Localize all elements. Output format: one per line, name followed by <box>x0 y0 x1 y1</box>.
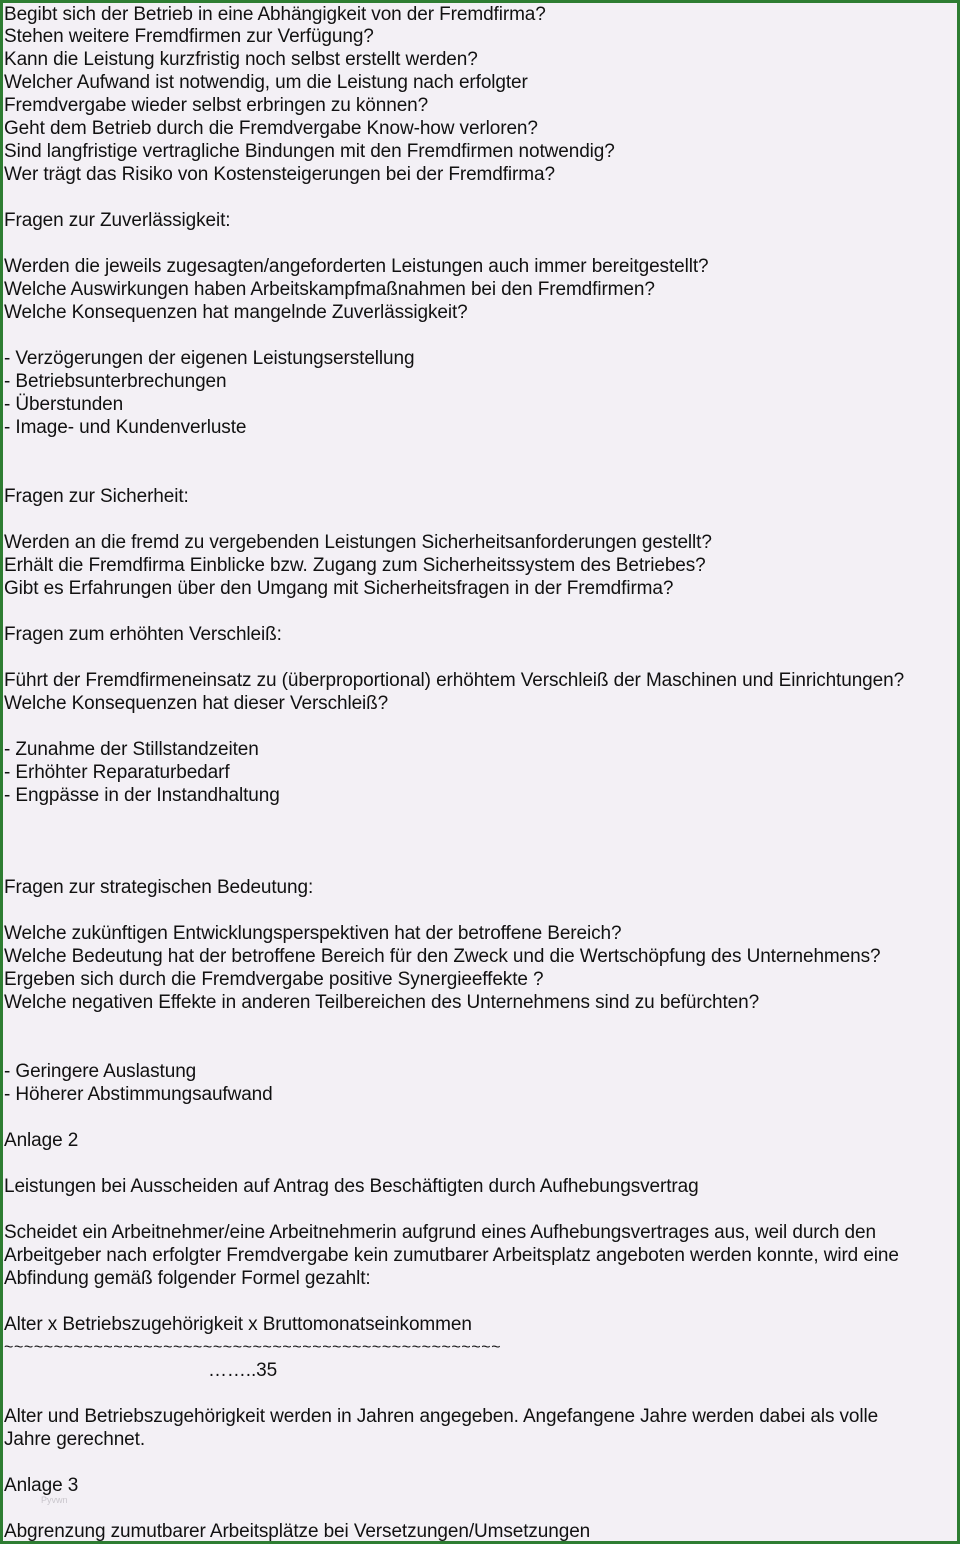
text-line: Fremdvergabe wieder selbst erbringen zu können? <box>4 95 429 116</box>
text-line: Abgrenzung zumutbarer Arbeitsplätze bei Versetzungen/Umsetzungen <box>4 1521 591 1542</box>
list-item: - Erhöhter Reparaturbedarf <box>4 762 230 783</box>
text-line: Jahre gerechnet. <box>4 1429 145 1450</box>
text-line: Scheidet ein Arbeitnehmer/eine Arbeitnehmerin aufgrund eines Aufhebungsvertrages aus, weil durch den <box>4 1222 876 1243</box>
list-item: - Höherer Abstimmungsaufwand <box>4 1084 273 1105</box>
formula-numerator: Alter x Betriebszugehörigkeit x Bruttomonatseinkommen <box>4 1314 472 1335</box>
text-line: Werden an die fremd zu vergebenden Leistungen Sicherheitsanforderungen gestellt? <box>4 532 712 553</box>
formula-divider: ~~~~~~~~~~~~~~~~~~~~~~~~~~~~~~~~~~~~~~~~~~~~~~~~~~ <box>4 1339 502 1356</box>
text-line: Alter und Betriebszugehörigkeit werden in Jahren angegeben. Angefangene Jahre werden dabei als volle <box>4 1406 879 1427</box>
text-line: Welche Konsequenzen hat dieser Verschleiß? <box>4 693 389 714</box>
text-line: Erhält die Fremdfirma Einblicke bzw. Zugang zum Sicherheitssystem des Betriebes? <box>4 555 706 576</box>
section-heading: Fragen zum erhöhten Verschleiß: <box>4 624 282 645</box>
text-line: Welche Konsequenzen hat mangelnde Zuverlässigkeit? <box>4 302 468 323</box>
text-line: Leistungen bei Ausscheiden auf Antrag des Beschäftigten durch Aufhebungsvertrag <box>4 1176 699 1197</box>
section-heading: Fragen zur Sicherheit: <box>4 486 189 507</box>
text-line: Wer trägt das Risiko von Kostensteigerungen bei der Fremdfirma? <box>4 164 555 185</box>
text-line: Welche negativen Effekte in anderen Teilbereichen des Unternehmens sind zu befürchten? <box>4 992 760 1013</box>
section-heading: Fragen zur strategischen Bedeutung: <box>4 877 314 898</box>
list-item: - Verzögerungen der eigenen Leistungserstellung <box>4 348 415 369</box>
text-line: Geht dem Betrieb durch die Fremdvergabe Know-how verloren? <box>4 118 538 139</box>
formula-denominator: ……..35 <box>208 1360 278 1381</box>
text-line: Arbeitgeber nach erfolgter Fremdvergabe kein zumutbarer Arbeitsplatz angeboten werden konnte, wird eine <box>4 1245 899 1266</box>
text-line: Werden die jeweils zugesagten/angeforderten Leistungen auch immer bereitgestellt? <box>4 256 709 277</box>
list-item: - Engpässe in der Instandhaltung <box>4 785 280 806</box>
text-line: Welche Auswirkungen haben Arbeitskampfmaßnahmen bei den Fremdfirmen? <box>4 279 655 300</box>
text-line: Sind langfristige vertragliche Bindungen mit den Fremdfirmen notwendig? <box>4 141 615 162</box>
list-item: - Image- und Kundenverluste <box>4 417 247 438</box>
text-line: Welche Bedeutung hat der betroffene Bereich für den Zweck und die Wertschöpfung des Unternehmens? <box>4 946 881 967</box>
list-item: - Zunahme der Stillstandzeiten <box>4 739 259 760</box>
watermark: Pyvwn <box>41 1495 68 1505</box>
text-line: Führt der Fremdfirmeneinsatz zu (überproportional) erhöhtem Verschleiß der Maschinen und Einrichtungen? <box>4 670 905 691</box>
text-line: Stehen weitere Fremdfirmen zur Verfügung? <box>4 26 374 47</box>
appendix-heading: Anlage 2 <box>4 1130 79 1151</box>
text-line: Welcher Aufwand ist notwendig, um die Leistung nach erfolgter <box>4 72 528 93</box>
text-line: Begibt sich der Betrieb in eine Abhängigkeit von der Fremdfirma? <box>4 4 546 25</box>
appendix-heading: Anlage 3 <box>4 1475 79 1496</box>
list-item: - Geringere Auslastung <box>4 1061 197 1082</box>
text-line: Ergeben sich durch die Fremdvergabe positive Synergieeffekte ? <box>4 969 544 990</box>
section-heading: Fragen zur Zuverlässigkeit: <box>4 210 231 231</box>
list-item: - Überstunden <box>4 394 124 415</box>
list-item: - Betriebsunterbrechungen <box>4 371 227 392</box>
text-line: Abfindung gemäß folgender Formel gezahlt: <box>4 1268 371 1289</box>
text-line: Kann die Leistung kurzfristig noch selbst erstellt werden? <box>4 49 478 70</box>
text-line: Welche zukünftigen Entwicklungsperspektiven hat der betroffene Bereich? <box>4 923 622 944</box>
text-line: Gibt es Erfahrungen über den Umgang mit Sicherheitsfragen in der Fremdfirma? <box>4 578 674 599</box>
